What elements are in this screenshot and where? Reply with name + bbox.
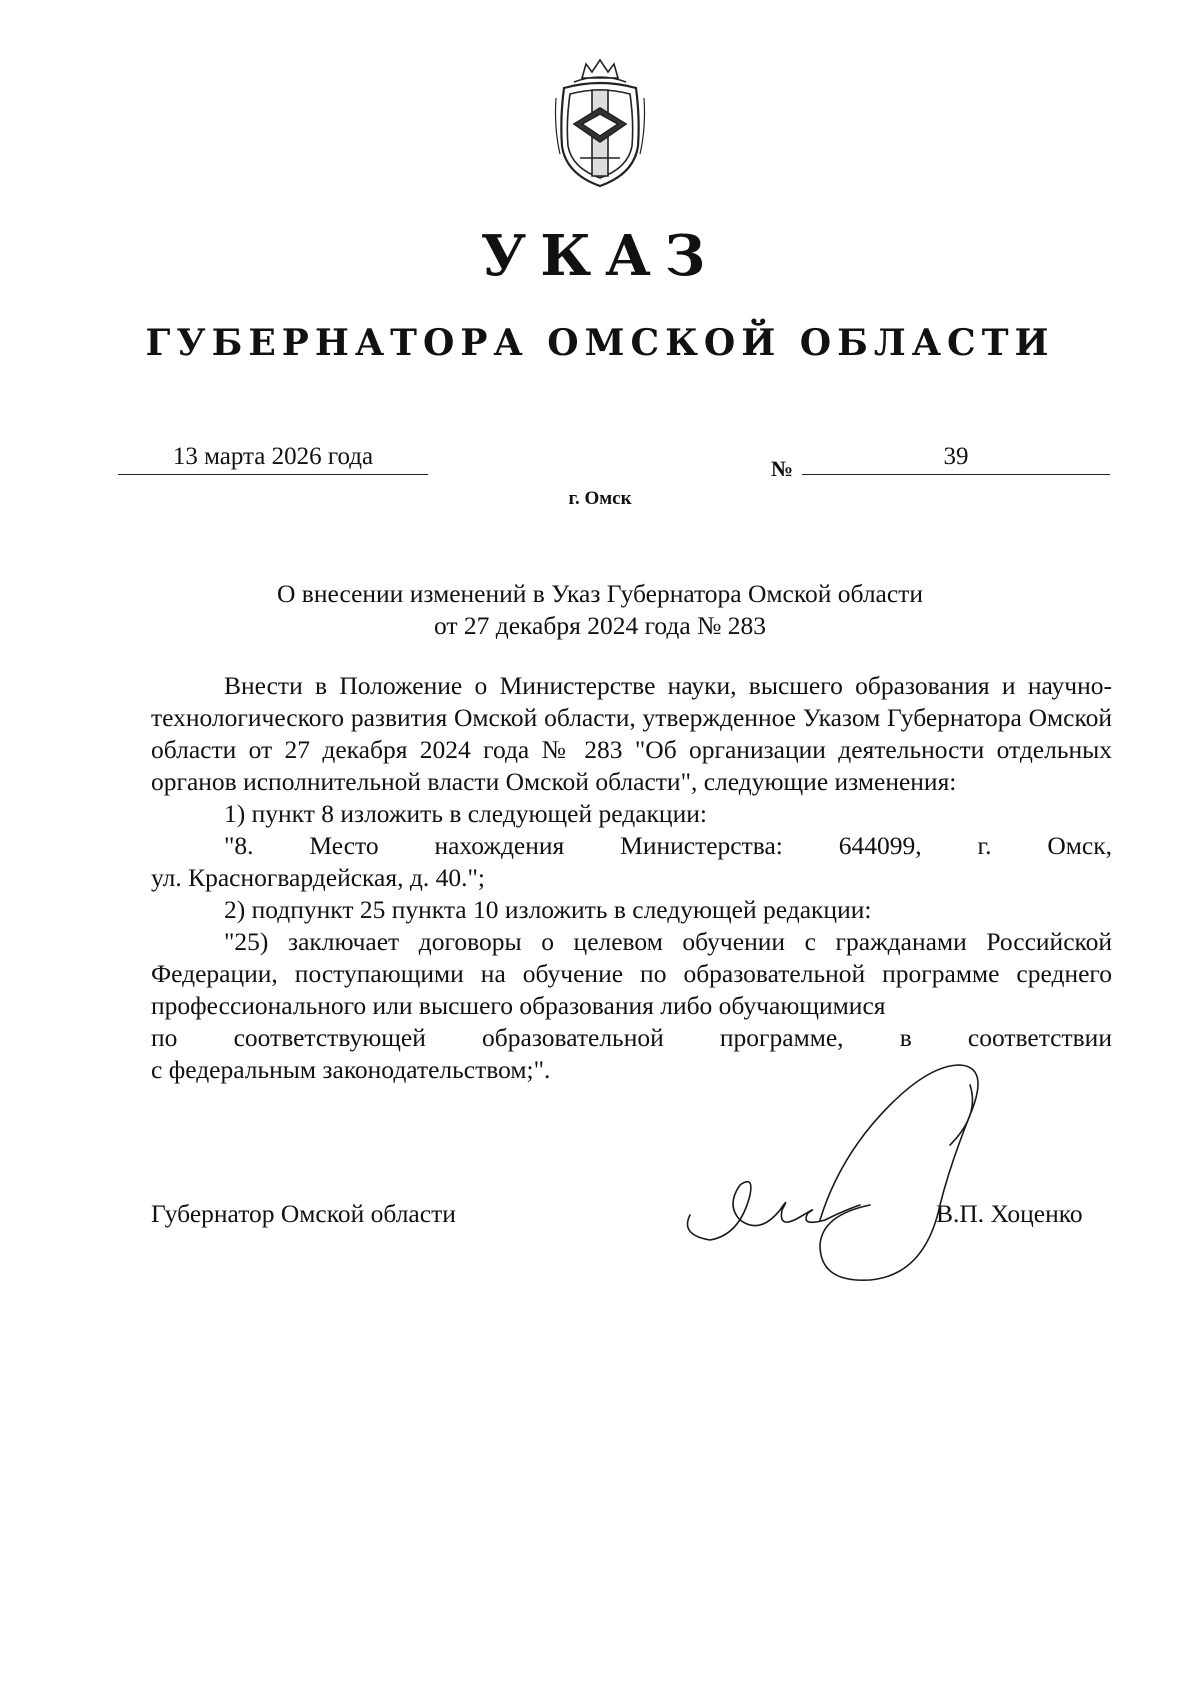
- word: нахождения: [434, 831, 565, 860]
- body-item-1-text-line: [151, 830, 1112, 862]
- word: 644099,: [838, 831, 922, 860]
- body-item-2-text: "25) заключает договоры о целевом обучении с гражданами Российской Федерации, поступающими на обучение по образовательной программе среднего профессионального или высшего образования либо обучающимися: [151, 927, 1112, 1020]
- number-label: №: [771, 456, 794, 481]
- signatory-name: В.П. Хоценко: [936, 1199, 1083, 1228]
- omsk-coat-of-arms-emblem: [552, 58, 648, 190]
- body-item-2-text-end: с федеральным законодательством;".: [151, 1055, 551, 1084]
- word: Место: [309, 831, 379, 860]
- body-item-1-text-end: ул. Красногвардейская, д. 40.";: [151, 863, 485, 892]
- body-item-2: 2) подпункт 25 пункта 10 изложить в следующей редакции:: [224, 895, 872, 924]
- signatory-position: Губернатор Омской области: [151, 1199, 456, 1228]
- handwritten-signature: [670, 1045, 1050, 1290]
- document-subtitle: ГУБЕРНАТОРА ОМСКОЙ ОБЛАСТИ: [145, 322, 1055, 364]
- word: в: [899, 1023, 912, 1052]
- decree-body: [151, 670, 1112, 1086]
- word: г.: [977, 831, 992, 860]
- decree-number: 39: [802, 440, 1110, 475]
- word: "8.: [224, 831, 254, 860]
- decree-subject: [150, 578, 1050, 642]
- word: соответствии: [967, 1023, 1112, 1052]
- document-title: УКАЗ: [480, 223, 720, 289]
- word: программе,: [719, 1023, 844, 1052]
- word: Омск,: [1047, 831, 1112, 860]
- word: Министерства:: [620, 831, 783, 860]
- word: по: [151, 1023, 178, 1052]
- word: образовательной: [482, 1023, 664, 1052]
- subject-line-2: от 27 декабря 2024 года № 283: [433, 611, 767, 640]
- subject-line-1: О внесении изменений в Указ Губернатора Омской области: [277, 579, 923, 608]
- body-intro: Внести в Положение о Министерстве науки, высшего образования и научно-технологического развития Омской области, утвержденное Указом Губернатора Омской области от 27 декабря 2024 года № 283 "Об организации деятельности отдельных органов исполнительной власти Омской области", следующие изменения:: [151, 671, 1112, 796]
- word: соответствующей: [233, 1023, 426, 1052]
- city-label: г. Омск: [568, 488, 632, 509]
- body-item-1: 1) пункт 8 изложить в следующей редакции:: [224, 799, 707, 828]
- decree-date: 13 марта 2026 года: [118, 440, 428, 475]
